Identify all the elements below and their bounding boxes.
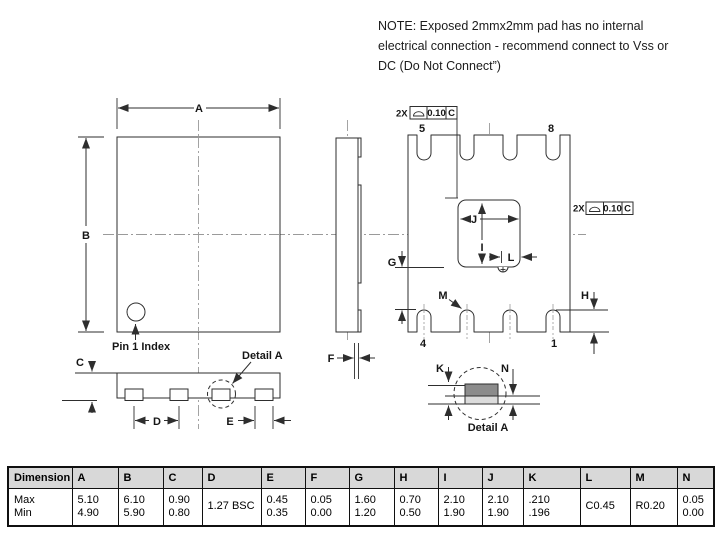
dim-label-a: A: [195, 103, 203, 115]
edge-pad-strip: [358, 185, 361, 283]
cell-c: 0.90 0.80: [163, 489, 202, 527]
callout2-tolerance: 0.10: [603, 203, 622, 215]
header-g: G: [349, 467, 394, 489]
detail-a-title: Detail A: [467, 422, 509, 434]
pin-number-1: 1: [550, 338, 558, 350]
table-body-row: [8, 489, 714, 527]
dim-label-m: M: [438, 290, 448, 302]
edge-pad-strip: [358, 138, 361, 157]
pin-number-8: 8: [547, 123, 555, 135]
dim-label-c: C: [76, 357, 84, 369]
dim-label-l: L: [507, 252, 515, 264]
header-j: J: [482, 467, 523, 489]
dim-label-b: B: [82, 230, 90, 242]
dim-label-h: H: [581, 290, 589, 302]
edge-view: [328, 138, 375, 379]
header-a: A: [72, 467, 118, 489]
header-i: I: [438, 467, 482, 489]
dim-label-g: G: [387, 257, 397, 269]
table-header-row: [8, 467, 714, 489]
callout2-prefix: 2X: [573, 203, 585, 215]
dim-label-n: N: [501, 363, 509, 375]
lead-pad: [212, 389, 230, 401]
dimension-table: [7, 466, 715, 527]
header-n: N: [677, 467, 714, 489]
callout1-tolerance: 0.10: [427, 108, 446, 119]
cell-d: 1.27 BSC: [202, 489, 261, 527]
bottom-view: [388, 107, 633, 355]
detail-a-section: [428, 363, 540, 434]
header-c: C: [163, 467, 202, 489]
header-dimension: Dimension: [8, 467, 72, 489]
header-b: B: [118, 467, 163, 489]
pad-section-embedded: [465, 384, 498, 396]
cell-h: 0.70 0.50: [394, 489, 438, 527]
lead-pad: [170, 389, 188, 401]
front-view: [78, 98, 280, 353]
dim-label-k: K: [436, 363, 444, 375]
pin1-index-circle: [127, 303, 145, 321]
tolerance-callout-2: [573, 202, 633, 215]
note-line-2: electrical connection - recommend connect to Vss or: [378, 39, 669, 53]
cell-l: C0.45: [580, 489, 630, 527]
cell-j: 2.10 1.90: [482, 489, 523, 527]
cell-g: 1.60 1.20: [349, 489, 394, 527]
detail-a-callout-label: Detail A: [242, 350, 283, 362]
header-d: D: [202, 467, 261, 489]
side-view-leads: [62, 350, 291, 429]
cell-e: 0.45 0.35: [261, 489, 305, 527]
header-m: M: [630, 467, 677, 489]
dim-label-e: E: [226, 416, 234, 428]
cell-n: 0.05 0.00: [677, 489, 714, 527]
header-k: K: [523, 467, 580, 489]
cell-m: R0.20: [630, 489, 677, 527]
cell-a: 5.10 4.90: [72, 489, 118, 527]
cell-k: .210 .196: [523, 489, 580, 527]
callout2-datum: C: [624, 203, 631, 215]
header-h: H: [394, 467, 438, 489]
dim-label-j: J: [470, 214, 478, 226]
edge-pad-strip: [358, 310, 361, 332]
lead-pad: [125, 389, 143, 401]
pin1-index-label: Pin 1 Index: [112, 341, 171, 353]
lead-pad: [255, 389, 273, 401]
header-f: F: [305, 467, 349, 489]
dim-label-f: F: [327, 353, 335, 365]
note-line-1: NOTE: Exposed 2mmx2mm pad has no internal: [378, 19, 644, 33]
callout1-datum: C: [448, 108, 455, 119]
cell-i: 2.10 1.90: [438, 489, 482, 527]
pin-number-5: 5: [418, 123, 426, 135]
dim-label-i: I: [480, 242, 484, 254]
header-l: L: [580, 467, 630, 489]
edge-body-outline: [336, 138, 358, 332]
cell-f: 0.05 0.00: [305, 489, 349, 527]
note-line-3: DC (Do Not Connect”): [378, 59, 501, 73]
row-labels-cell: Max Min: [8, 489, 72, 527]
pin-number-4: 4: [419, 338, 427, 350]
callout1-prefix: 2X: [396, 108, 408, 120]
dim-label-d: D: [153, 416, 161, 428]
cell-b: 6.10 5.90: [118, 489, 163, 527]
header-e: E: [261, 467, 305, 489]
pad-section-protruding: [465, 396, 498, 404]
